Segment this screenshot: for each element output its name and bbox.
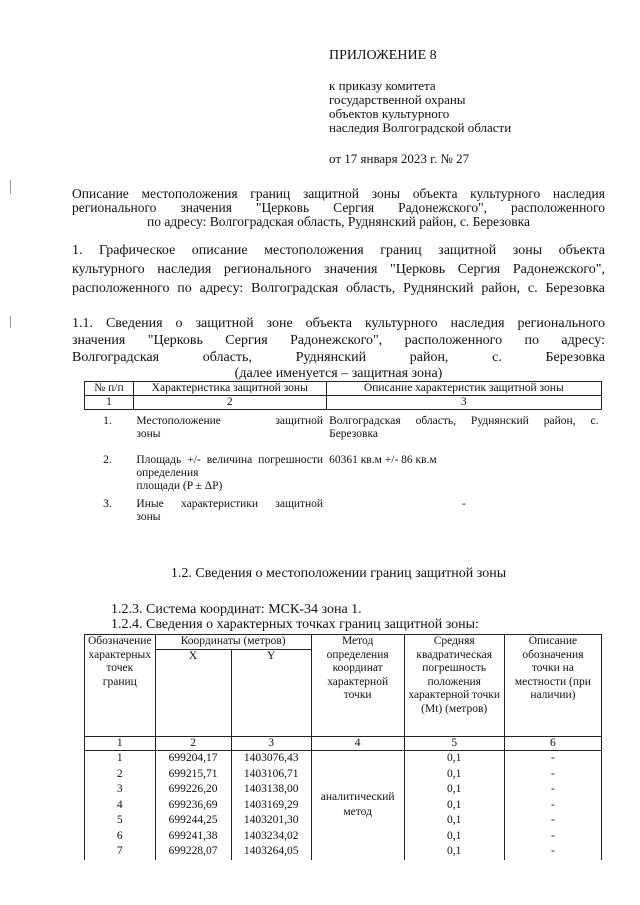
- title-line: Описание местоположения границ защитной зоны объекта культурного наследия: [72, 186, 605, 201]
- section-1-1-note: (далее именуется – защитная зона): [234, 366, 443, 381]
- table-row: [85, 498, 602, 524]
- row-characteristic: [133, 498, 326, 524]
- section-1-2: 1.2. Сведения о местоположении границ защитной зоны: [170, 566, 507, 581]
- column-number-row: [85, 736, 602, 751]
- section-1-2-3: 1.2.3. Система координат: МСК-34 зона 1.: [111, 602, 362, 617]
- point-x: 699241,38: [155, 829, 231, 845]
- point-id: 2: [85, 767, 156, 783]
- row-description: -: [461, 498, 466, 510]
- point-error: 0,1: [404, 798, 504, 814]
- column-number: 3: [326, 396, 601, 410]
- row-characteristic: [133, 454, 326, 498]
- point-error: 0,1: [404, 751, 504, 767]
- title-line: регионального значения "Церковь Сергия Радонежского", расположенного: [72, 200, 605, 215]
- point-error: 0,1: [404, 829, 504, 845]
- point-y: 1403201,30: [231, 813, 311, 829]
- header-line: объектов культурного: [329, 106, 450, 121]
- point-description: -: [504, 767, 601, 783]
- section-1-line: культурного наследия регионального значения "Церковь Сергия Радонежского",: [72, 262, 605, 277]
- characteristic-text: Местоположение защитной: [136, 415, 324, 427]
- point-error: 0,1: [404, 782, 504, 798]
- appendix-header: [329, 49, 619, 166]
- column-number: 3: [231, 736, 311, 751]
- column-number: 1: [85, 736, 156, 751]
- characteristic-text: зоны: [136, 428, 161, 440]
- point-description: -: [504, 829, 601, 845]
- header-line: к приказу комитета: [329, 78, 436, 93]
- column-number: 2: [155, 736, 231, 751]
- section-1: [72, 241, 605, 298]
- document-title: [72, 187, 605, 229]
- point-y: 1403264,05: [231, 844, 311, 860]
- characteristic-text: Иные характеристики защитной: [136, 498, 324, 510]
- row-description: 60361 кв.м +/- 86 кв.м: [329, 454, 437, 466]
- point-x: 699204,17: [155, 751, 231, 767]
- column-header-description: Описание обозначения точки на местности (при наличии): [504, 635, 601, 737]
- point-x: 699244,25: [155, 813, 231, 829]
- appendix-number: ПРИЛОЖЕНИЕ 8: [329, 48, 437, 63]
- table-header-row: [85, 382, 602, 396]
- section-1-1: [72, 315, 605, 381]
- point-id: 5: [85, 813, 156, 829]
- column-header-y: Y: [231, 649, 311, 736]
- column-header: Описание характеристик защитной зоны: [326, 382, 601, 396]
- row-number: 3.: [103, 498, 112, 510]
- section-1-1-line: значения "Церковь Сергия Радонежского", расположенного по адресу:: [72, 333, 605, 348]
- point-x: 699236,69: [155, 798, 231, 814]
- boundary-points-table: [84, 634, 602, 860]
- section-1-line: 1. Графическое описание местоположения границ защитной зоны объекта: [72, 243, 605, 258]
- protection-zone-table: [84, 381, 602, 524]
- point-y: 1403076,43: [231, 751, 311, 767]
- point-y: 1403169,29: [231, 798, 311, 814]
- characteristic-text: площади (P ± ΔP): [136, 480, 223, 492]
- column-number: 1: [85, 396, 134, 410]
- row-number: 2.: [103, 454, 112, 466]
- column-number: 6: [504, 736, 601, 751]
- title-line: по адресу: Волгоградская область, Руднянский район, с. Березовка: [146, 214, 531, 229]
- scan-mark: [10, 316, 11, 328]
- header-line: государственной охраны: [329, 92, 466, 107]
- column-header-error: Средняя квадратическая погрешность положения характерной точки (Mt) (метров): [404, 635, 504, 737]
- scan-mark: [10, 180, 11, 194]
- point-error: 0,1: [404, 844, 504, 860]
- row-description: Волгоградская область, Руднянский район, с. Березовка: [329, 415, 599, 440]
- point-description: -: [504, 798, 601, 814]
- point-description: -: [504, 813, 601, 829]
- point-y: 1403234,02: [231, 829, 311, 845]
- point-error: 0,1: [404, 813, 504, 829]
- section-1-2-4: 1.2.4. Сведения о характерных точках границ защитной зоны:: [111, 617, 479, 632]
- column-number: 2: [133, 396, 326, 410]
- point-id: 7: [85, 844, 156, 860]
- column-header-method: Метод определения координат характерной точки: [311, 635, 404, 737]
- column-header: № п/п: [85, 382, 134, 396]
- column-header-point: Обозначение характерных точек границ: [85, 635, 156, 737]
- point-method: аналитический метод: [311, 751, 404, 860]
- column-number: 5: [404, 736, 504, 751]
- row-characteristic: [133, 410, 326, 455]
- point-x: 699215,71: [155, 767, 231, 783]
- point-x: 699228,07: [155, 844, 231, 860]
- column-header-x: X: [155, 649, 231, 736]
- point-description: -: [504, 844, 601, 860]
- table-row: [85, 410, 602, 455]
- point-y: 1403106,71: [231, 767, 311, 783]
- point-id: 4: [85, 798, 156, 814]
- column-header: Характеристика защитной зоны: [133, 382, 326, 396]
- section-1-1-line: Волгоградская область, Руднянский район, с. Березовка: [72, 350, 605, 365]
- column-header-coords: Координаты (метров): [155, 635, 311, 650]
- point-y: 1403138,00: [231, 782, 311, 798]
- table-row: [85, 454, 602, 498]
- point-id: 1: [85, 751, 156, 767]
- point-id: 6: [85, 829, 156, 845]
- row-number: 1.: [103, 415, 112, 427]
- characteristic-text: Площадь +/- величина погрешности определения: [136, 454, 324, 479]
- column-number-row: [85, 396, 602, 410]
- table-header-row: [85, 635, 602, 650]
- table-row: [85, 751, 602, 767]
- section-1-line: расположенного по адресу: Волгоградская область, Руднянский район, с. Березовка: [72, 281, 605, 296]
- column-number: 4: [311, 736, 404, 751]
- section-1-1-line: 1.1. Сведения о защитной зоне объекта культурного наследия регионального: [72, 316, 605, 331]
- point-error: 0,1: [404, 767, 504, 783]
- point-id: 3: [85, 782, 156, 798]
- header-line: наследия Волгоградской области: [329, 120, 512, 135]
- point-description: -: [504, 782, 601, 798]
- point-x: 699226,20: [155, 782, 231, 798]
- order-date: от 17 января 2023 г. № 27: [329, 151, 470, 166]
- point-description: -: [504, 751, 601, 767]
- characteristic-text: зоны: [136, 511, 161, 523]
